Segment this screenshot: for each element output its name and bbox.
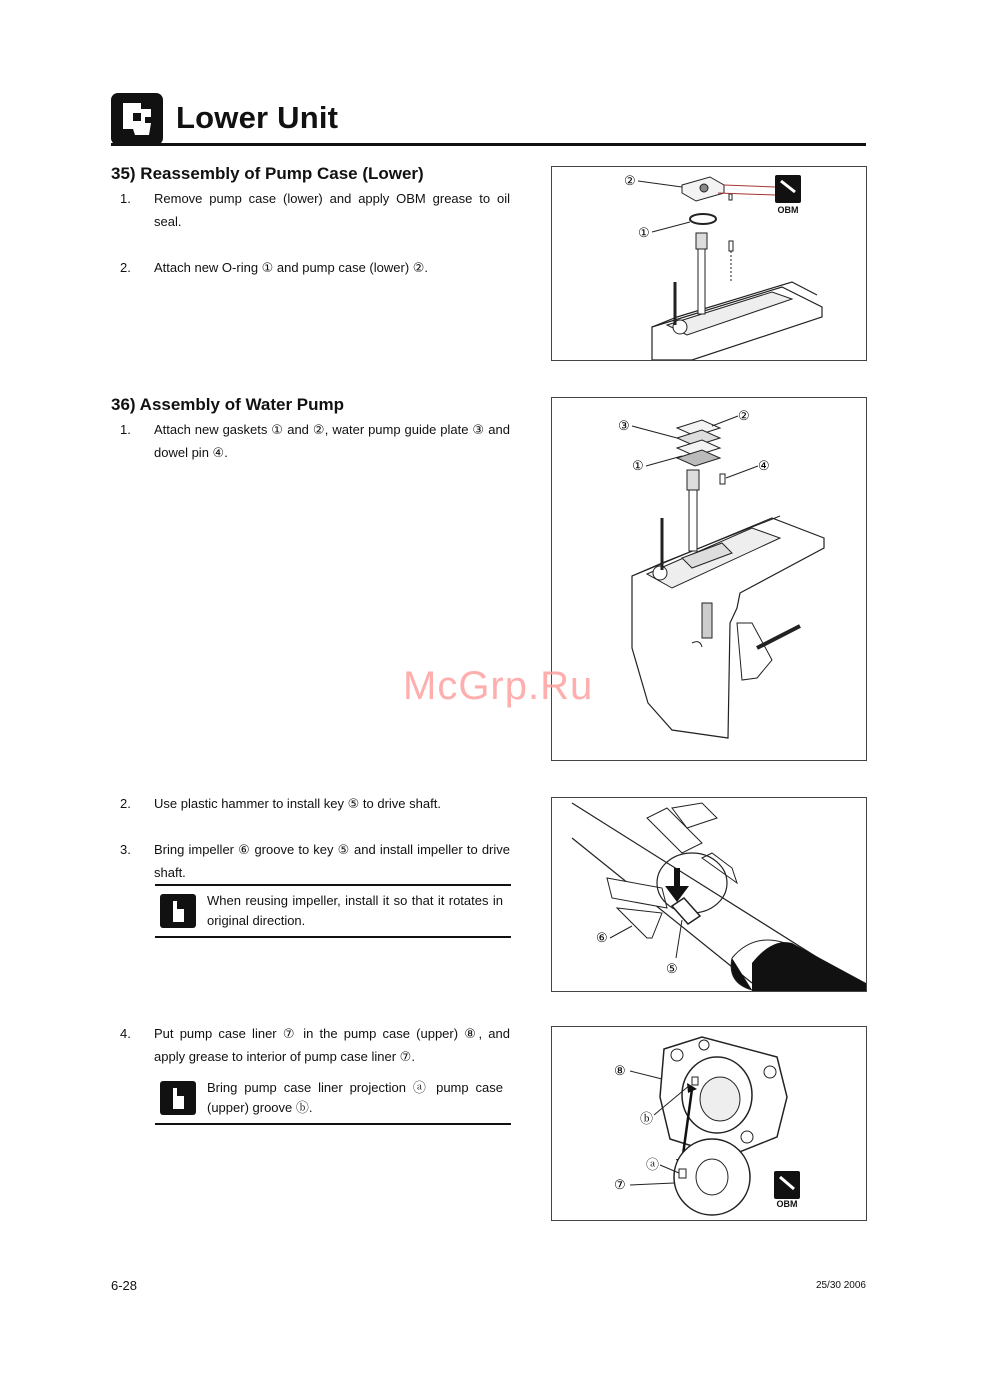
callout-1: ① bbox=[632, 458, 644, 473]
impeller-key-figure bbox=[551, 797, 867, 992]
note-bottom-rule bbox=[155, 936, 511, 938]
callout-3: ③ bbox=[618, 418, 630, 433]
list-item: 3. Bring impeller ⑥ groove to key ⑤ and install impeller to drive shaft. bbox=[120, 842, 510, 880]
callout-7: ⑦ bbox=[614, 1177, 626, 1192]
callout-6: ⑥ bbox=[596, 930, 608, 945]
note-text: When reusing impeller, install it so that it rotates in original direction. bbox=[207, 893, 503, 928]
watermark: McGrp.Ru bbox=[403, 664, 594, 708]
model-year: 25/30 2006 bbox=[815, 1280, 866, 1291]
callout-4: ④ bbox=[758, 458, 770, 473]
obm-badge: OBM bbox=[777, 205, 799, 215]
note-bottom-rule bbox=[155, 1123, 511, 1125]
obm-badge: OBM bbox=[776, 1199, 798, 1209]
section-35-title: 35) Reassembly of Pump Case (Lower) bbox=[111, 164, 424, 183]
page-number: 6-28 bbox=[111, 1278, 138, 1293]
header-divider bbox=[111, 143, 866, 146]
list-item: 1. Attach new gaskets ① and ②, water pump guide plate ③ and dowel pin ④. bbox=[120, 422, 510, 460]
callout-1: ① bbox=[638, 225, 650, 240]
note-hand-icon bbox=[160, 894, 196, 928]
callout-8: ⑧ bbox=[614, 1063, 626, 1078]
note-top-rule bbox=[155, 884, 511, 886]
note-hand-icon bbox=[160, 1081, 196, 1115]
list-item: 4. Put pump case liner ⑦ in the pump case (upper) ⑧, and apply grease to interior of pump case liner ⑦. bbox=[120, 1026, 510, 1064]
callout-2: ② bbox=[738, 408, 750, 423]
section-36-title: 36) Assembly of Water Pump bbox=[111, 395, 345, 414]
callout-5: ⑤ bbox=[666, 961, 678, 976]
page-title: Lower Unit bbox=[176, 100, 339, 135]
note-text: Bring pump case liner projection ⓐ pump case (upper) groove ⓑ. bbox=[207, 1080, 503, 1115]
pump-case-liner-figure bbox=[551, 1026, 867, 1221]
callout-b: ⓑ bbox=[640, 1111, 654, 1126]
callout-a: ⓐ bbox=[646, 1157, 660, 1172]
pump-case-lower-figure bbox=[551, 166, 867, 361]
list-item: 2. Use plastic hammer to install key ⑤ to drive shaft. bbox=[120, 796, 441, 811]
water-pump-assembly-figure bbox=[551, 397, 867, 761]
lower-unit-chapter-icon bbox=[111, 93, 163, 145]
list-item: 1. Remove pump case (lower) and apply OBM grease to oil seal. bbox=[120, 191, 510, 229]
callout-2: ② bbox=[624, 173, 636, 188]
list-item: 2. Attach new O-ring ① and pump case (lower) ②. bbox=[120, 260, 429, 275]
